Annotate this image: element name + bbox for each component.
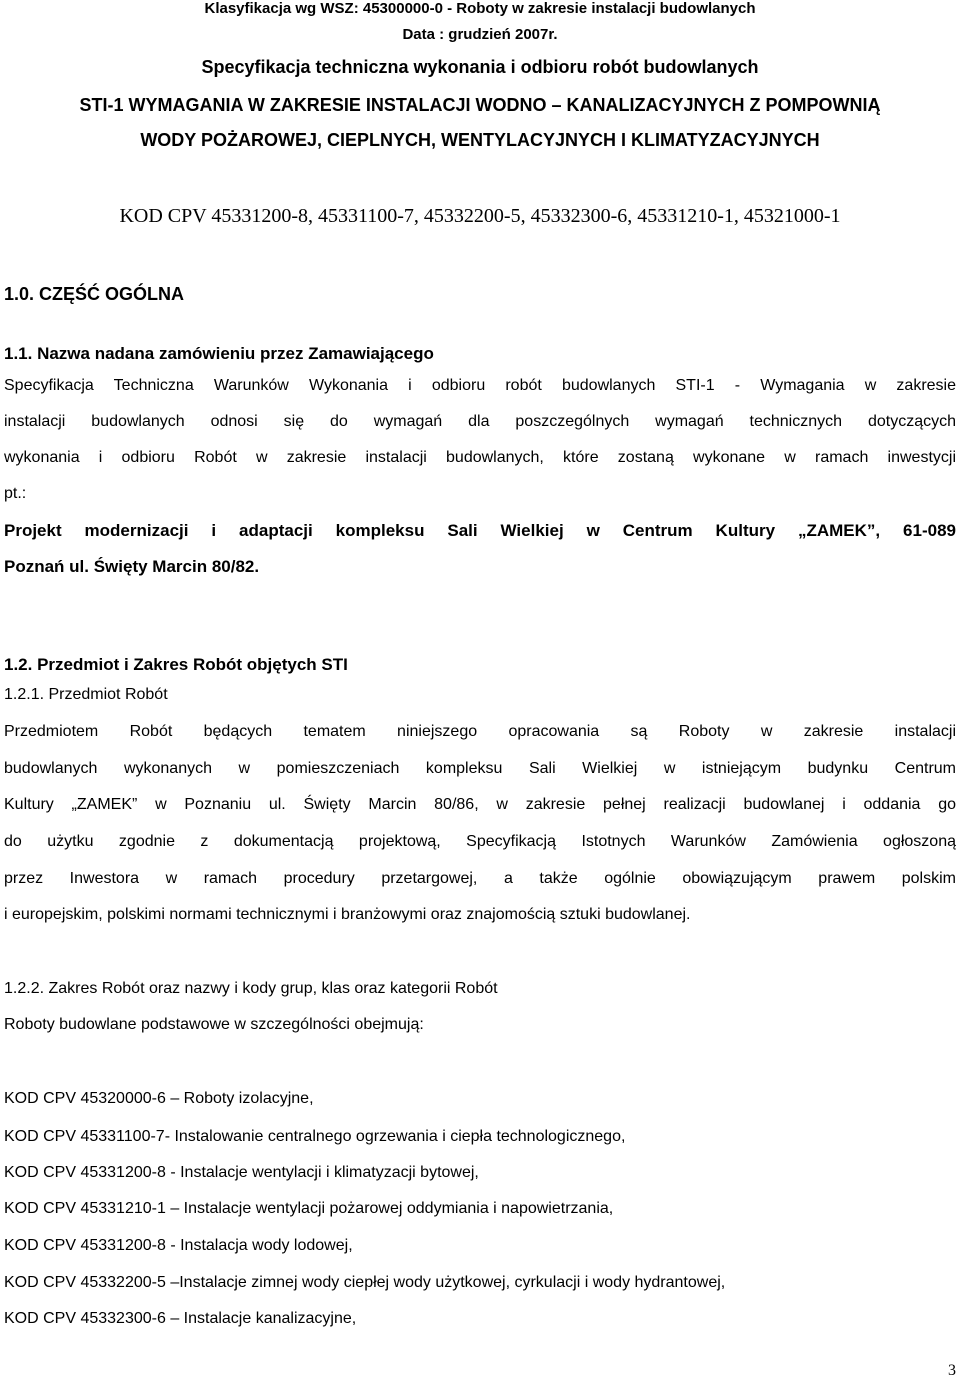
paragraph-line: przez Inwestora w ramach procedury przetargowej, a także ogólnie obowiązującym prawem polskim	[4, 870, 956, 887]
paragraph-line: pt.:	[4, 485, 27, 502]
list-item: KOD CPV 45331210-1 – Instalacje wentylacji pożarowej oddymiania i napowietrzania,	[4, 1200, 614, 1217]
spec-title-line1: Specyfikacja techniczna wykonania i odbioru robót budowlanych	[201, 57, 759, 77]
subsection-heading-1-2-2: 1.2.2. Zakres Robót oraz nazwy i kody grup, klas oraz kategorii Robót	[4, 980, 498, 997]
list-item: KOD CPV 45331100-7- Instalowanie centralnego ogrzewania i ciepła technologicznego,	[4, 1128, 626, 1145]
paragraph-line: budowlanych wykonanych w pomieszczeniach kompleksu Sali Wielkiej w istniejącym budynku Centrum	[4, 760, 956, 777]
section-heading-1-2: 1.2. Przedmiot i Zakres Robót objętych STI	[4, 655, 348, 674]
paragraph-line: Kultury „ZAMEK” w Poznaniu ul. Święty Marcin 80/86, w zakresie pełnej realizacji budowlanej i oddania go	[4, 796, 956, 813]
spec-title-line3: WODY POŻAROWEJ, CIEPLNYCH, WENTYLACYJNYCH I KLIMATYZACYJNYCH	[140, 130, 820, 150]
paragraph-line: do użytku zgodnie z dokumentacją projektową, Specyfikacją Istotnych Warunków Zamówienia ogłoszoną	[4, 833, 956, 850]
list-item: KOD CPV 45320000-6 – Roboty izolacyjne,	[4, 1090, 314, 1107]
section-heading-1-0: 1.0. CZĘŚĆ OGÓLNA	[4, 284, 185, 304]
list-item: KOD CPV 45332200-5 –Instalacje zimnej wody ciepłej wody użytkowej, cyrkulacji i wody hydrantowej,	[4, 1274, 726, 1291]
header-classification: Klasyfikacja wg WSZ: 45300000-0 - Roboty w zakresie instalacji budowlanych	[204, 0, 756, 17]
paragraph-line: i europejskim, polskimi normami technicznymi i branżowymi oraz znajomością sztuki budowlanej.	[4, 906, 691, 923]
spec-title-line2: STI-1 WYMAGANIA W ZAKRESIE INSTALACJI WODNO – KANALIZACYJNYCH Z POMPOWNIĄ	[79, 95, 881, 115]
project-name-line2: Poznań ul. Święty Marcin 80/82.	[4, 557, 260, 576]
subsection-heading-1-2-1: 1.2.1. Przedmiot Robót	[4, 686, 168, 703]
paragraph-line: Przedmiotem Robót będących tematem niniejszego opracowania są Roboty w zakresie instalacji	[4, 723, 956, 740]
page-number: 3	[948, 1362, 956, 1379]
project-name-line1: Projekt modernizacji i adaptacji kompleksu Sali Wielkiej w Centrum Kultury „ZAMEK”, 61-089	[4, 521, 956, 540]
list-item: KOD CPV 45331200-8 - Instalacja wody lodowej,	[4, 1237, 353, 1254]
list-item: KOD CPV 45332300-6 – Instalacje kanalizacyjne,	[4, 1310, 357, 1327]
list-item: KOD CPV 45331200-8 - Instalacje wentylacji i klimatyzacji bytowej,	[4, 1164, 479, 1181]
paragraph-line: instalacji budowlanych odnosi się do wymagań dla poszczególnych wymagań technicznych dotyczących	[4, 413, 956, 430]
kod-cpv-line: KOD CPV 45331200-8, 45331100-7, 45332200-5, 45332300-6, 45331210-1, 45321000-1	[119, 205, 841, 227]
paragraph-line: Specyfikacja Techniczna Warunków Wykonania i odbioru robót budowlanych STI-1 - Wymagania w zakresie	[4, 377, 956, 394]
paragraph-line: wykonania i odbioru Robót w zakresie instalacji budowlanych, które zostaną wykonane w ramach inwestycji	[4, 449, 956, 466]
section-heading-1-1: 1.1. Nazwa nadana zamówieniu przez Zamawiającego	[4, 344, 434, 363]
scope-intro: Roboty budowlane podstawowe w szczególności obejmują:	[4, 1016, 424, 1033]
header-date: Data : grudzień 2007r.	[402, 26, 558, 43]
